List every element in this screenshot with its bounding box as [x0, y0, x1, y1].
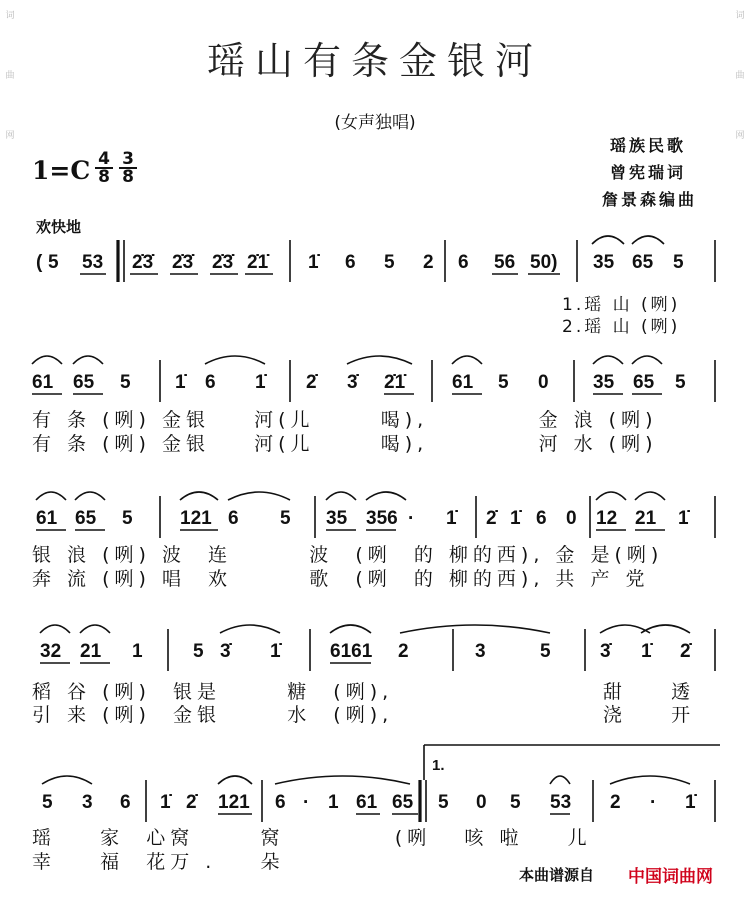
note-r3-1: 61 — [36, 508, 58, 529]
note-r5-15: 53 — [550, 792, 572, 813]
note-r2-11: 5 — [498, 372, 509, 393]
note-r2-9: 2̇1̇ — [384, 372, 406, 393]
lyric-row-4-verse-2: 引 来 (咧) 金银 水 (咧), 浇 开 — [32, 704, 696, 726]
note-r1-3: 53 — [82, 252, 104, 273]
slur-r4-5 — [400, 625, 550, 633]
watermark-right: 词 曲 网 — [735, 11, 745, 141]
note-r4-7: 6161 — [330, 641, 373, 662]
note-r2-1: 61 — [32, 372, 54, 393]
slur-r4-3 — [220, 625, 280, 633]
note-r5-11: 65 — [392, 792, 414, 813]
slur-r5-1 — [42, 776, 92, 784]
note-r3-9: · — [408, 508, 415, 529]
credit-origin: 瑶族民歌 — [610, 136, 687, 155]
slur-r3-2 — [75, 492, 105, 500]
note-r3-13: 6 — [536, 508, 547, 529]
note-r5-10: 61 — [356, 792, 378, 813]
credit-lyricist: 曾宪瑞词 — [610, 163, 687, 182]
note-r5-4: 1̇ — [160, 792, 171, 813]
note-r3-4: 121 — [180, 508, 212, 529]
time-signature-1: 4 8 — [95, 151, 113, 185]
note-r4-8: 2 — [398, 641, 409, 662]
note-r3-3: 5 — [122, 508, 133, 529]
slur-r1-1 — [592, 236, 624, 244]
lyric-row-5-verse-2: 幸 福 花万 . 朵 — [32, 851, 285, 873]
slur-r4-4 — [330, 625, 371, 633]
note-r4-9: 3 — [475, 641, 486, 662]
note-r5-18: 1̇ — [685, 792, 696, 813]
note-r2-13: 35 — [593, 372, 615, 393]
slur-r4-2 — [80, 625, 110, 633]
note-r4-13: 2̇ — [680, 641, 691, 662]
time-signature-2: 3 8 — [119, 151, 137, 185]
verse-1-start: 1.瑶 山 (咧) — [562, 295, 681, 315]
slur-r2-4 — [347, 356, 412, 364]
note-r1-5: 2̇3̇ — [172, 252, 194, 273]
note-r5-7: 6 — [275, 792, 286, 813]
note-r2-3: 5 — [120, 372, 131, 393]
slur-r3-5 — [326, 492, 356, 500]
note-r2-6: 1̇ — [255, 372, 266, 393]
note-r2-14: 65 — [633, 372, 655, 393]
note-r3-2: 65 — [75, 508, 97, 529]
slur-r2-5 — [452, 356, 482, 364]
slur-r3-7 — [596, 492, 626, 500]
note-r3-5: 6 — [228, 508, 239, 529]
note-r3-7: 35 — [326, 508, 348, 529]
note-r5-1: 5 — [42, 792, 53, 813]
note-r5-2: 3 — [82, 792, 93, 813]
note-r4-1: 32 — [40, 641, 62, 662]
note-r1-4: 2̇3̇ — [132, 252, 154, 273]
note-r3-12: 1̇ — [510, 508, 521, 529]
note-r5-12: 5 — [438, 792, 449, 813]
slur-r2-7 — [632, 356, 662, 364]
note-r1-12: 6 — [458, 252, 469, 273]
note-r4-4: 5 — [193, 641, 204, 662]
note-r5-8: · — [303, 792, 310, 813]
note-r1-8: 1̇ — [308, 252, 319, 273]
note-r4-5: 3̇ — [220, 641, 231, 662]
note-r4-6: 1̇ — [270, 641, 281, 662]
note-r2-4: 1̇ — [175, 372, 186, 393]
note-r3-6: 5 — [280, 508, 291, 529]
note-r4-2: 21 — [80, 641, 102, 662]
note-r2-10: 61 — [452, 372, 474, 393]
note-r2-15: 5 — [675, 372, 686, 393]
note-r3-10: 1̇ — [446, 508, 457, 529]
note-r1-17: 5 — [673, 252, 684, 273]
slur-r3-3 — [180, 492, 218, 500]
slur-r1-2 — [632, 236, 664, 244]
slur-r3-6 — [366, 492, 406, 500]
note-r4-12: 1̇ — [641, 641, 652, 662]
note-r3-8: 356 — [366, 508, 398, 529]
slur-r3-1 — [36, 492, 66, 500]
note-r5-5: 2̇ — [186, 792, 197, 813]
note-r4-11: 3̇ — [600, 641, 611, 662]
note-r5-13: 0 — [476, 792, 487, 813]
slur-r2-1 — [32, 356, 62, 364]
note-r2-12: 0 — [538, 372, 549, 393]
slur-r5-3 — [275, 776, 410, 784]
slur-r2-2 — [73, 356, 103, 364]
note-r1-11: 2 — [423, 252, 434, 273]
note-r3-17: 1̇ — [678, 508, 689, 529]
key-signature: 1=C — [32, 156, 91, 185]
source-site-link[interactable]: 中国词曲网 — [628, 867, 713, 887]
lyric-row-3-verse-2: 奔 流 (咧) 唱 欢 歌 (咧 的 柳的西), 共 产 党 — [32, 568, 650, 590]
song-title: 瑶山有条金银河 — [206, 39, 543, 83]
lyric-row-3-verse-1: 银 浪 (咧) 波 连 波 (咧 的 柳的西), 金 是(咧) — [32, 544, 664, 566]
note-r3-11: 2̇ — [486, 508, 497, 529]
lyric-row-2-verse-1: 有 条 (咧) 金银 河(儿 喝), 金 浪 (咧) — [32, 409, 658, 431]
note-r2-7: 2̇ — [306, 372, 317, 393]
slur-r2-3 — [205, 356, 265, 364]
note-r3-16: 21 — [635, 508, 657, 529]
note-r1-2: 5 — [48, 252, 59, 273]
source-label: 本曲谱源自 — [519, 866, 595, 884]
verse-2-start: 2.瑶 山 (咧) — [562, 317, 681, 337]
note-r4-3: 1 — [132, 641, 143, 662]
slur-r5-5 — [610, 776, 690, 784]
slur-r5-2 — [218, 776, 252, 784]
note-r1-7: 2̇1̇ — [247, 252, 269, 273]
slur-r3-8 — [635, 492, 665, 500]
note-r3-14: 0 — [566, 508, 577, 529]
note-r5-16: 2 — [610, 792, 621, 813]
note-r5-6: 121 — [218, 792, 250, 813]
note-r2-8: 3̇ — [347, 372, 358, 393]
slur-r2-6 — [593, 356, 623, 364]
note-r5-17: · — [650, 792, 657, 813]
note-r3-15: 12 — [596, 508, 618, 529]
tempo-marking: 欢快地 — [36, 218, 82, 236]
slur-r4-1 — [40, 625, 70, 633]
slur-r5-4 — [550, 776, 570, 784]
watermark-left: 词 曲 网 — [5, 11, 15, 141]
note-r1-1: ( — [36, 252, 43, 273]
volta-label: 1. — [432, 757, 445, 774]
credit-arranger: 詹景森编曲 — [602, 190, 698, 209]
lyric-row-5-verse-1: 瑶 家 心窝 窝 (咧 咳 啦 儿 — [32, 827, 592, 849]
song-subtitle: (女声独唱) — [334, 113, 416, 133]
note-r2-2: 65 — [73, 372, 95, 393]
note-r5-9: 1 — [328, 792, 339, 813]
note-r1-14: 50) — [530, 252, 558, 273]
note-r1-16: 65 — [632, 252, 654, 273]
note-r5-3: 6 — [120, 792, 131, 813]
slur-r3-4 — [228, 492, 290, 500]
note-r1-10: 5 — [384, 252, 395, 273]
note-r4-10: 5 — [540, 641, 551, 662]
lyric-row-4-verse-1: 稻 谷 (咧) 银是 糖 (咧), 甜 透 — [32, 681, 696, 703]
note-r1-9: 6 — [345, 252, 356, 273]
note-r1-6: 2̇3̇ — [212, 252, 234, 273]
note-r1-13: 56 — [494, 252, 516, 273]
lyric-row-2-verse-2: 有 条 (咧) 金银 河(儿 喝), 河 水 (咧) — [32, 433, 658, 455]
note-r5-14: 5 — [510, 792, 521, 813]
note-r1-15: 35 — [593, 252, 615, 273]
note-r2-5: 6 — [205, 372, 216, 393]
